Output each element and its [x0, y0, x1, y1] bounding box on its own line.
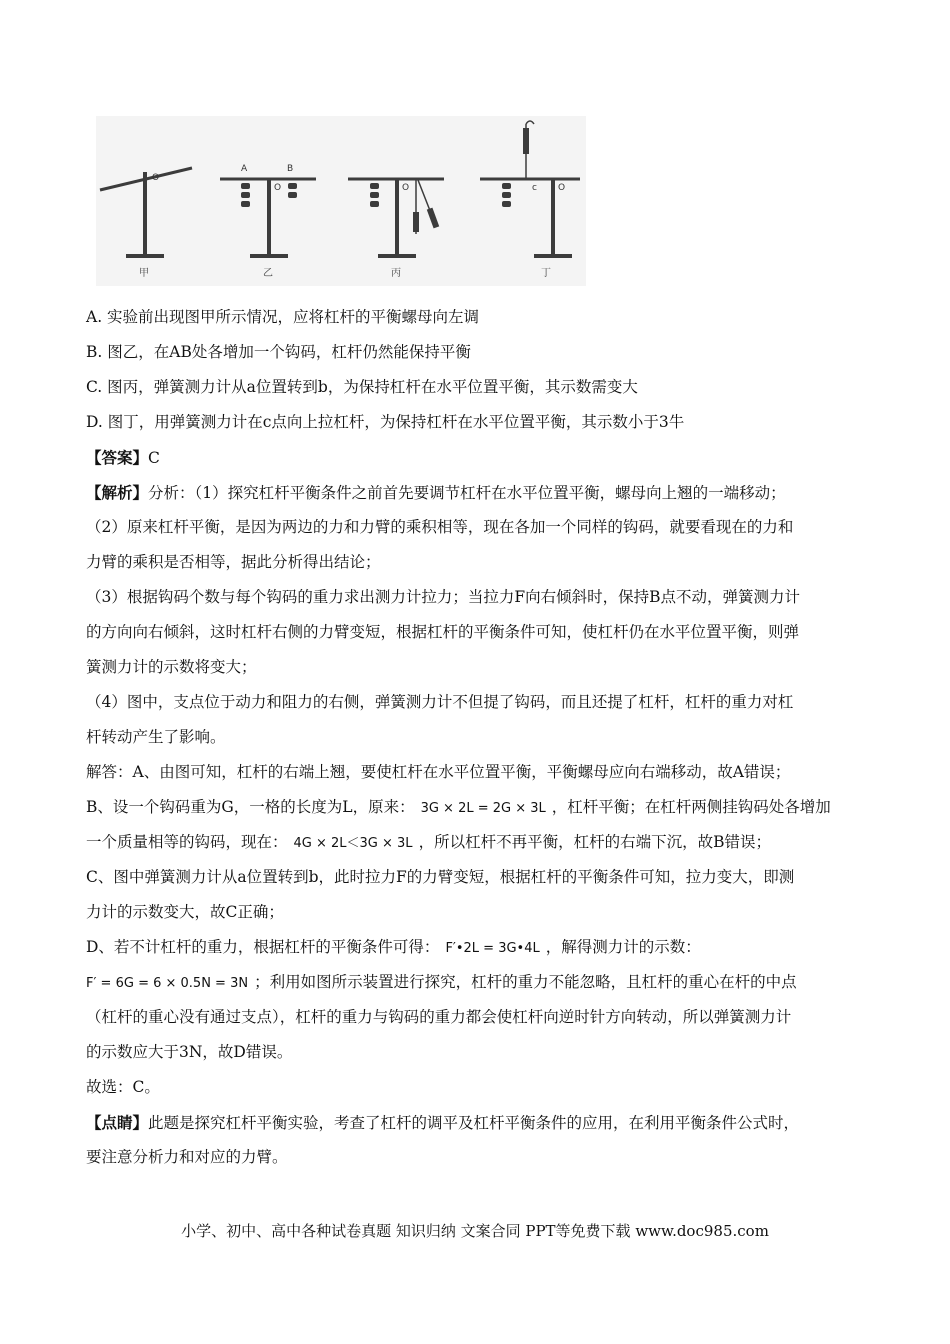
- option-c: C. 图丙，弹簧测力计从a位置转到b，为保持杠杆在水平位置平衡，其示数需变大: [86, 378, 638, 396]
- analysis-text-1: 分析：（1）探究杠杆平衡条件之前首先要调节杠杆在水平位置平衡，螺母向上翘的一端移动；: [148, 484, 786, 502]
- option-a: A. 实验前出现图甲所示情况，应将杠杆的平衡螺母向左调: [86, 308, 480, 326]
- analysis-line-6: 簧测力计的示数将变大；: [86, 658, 257, 676]
- point-label-c: c: [532, 183, 537, 193]
- solution-text-2b: ，杠杆平衡；在杠杆两侧挂钩码处各增加: [551, 798, 831, 816]
- solution-text-6b: ，解得测力计的示数：: [545, 938, 701, 956]
- analysis-line-1: [86, 475, 876, 510]
- solution-line-9: 的示数应大于3N，故D错误。: [86, 1043, 293, 1061]
- option-d: D. 图丁，用弹簧测力计在c点向上拉杠杆，为保持杠杆在水平位置平衡，其示数小于3牛: [86, 413, 685, 431]
- solution-line-6: [86, 930, 876, 965]
- solution-line-3: [86, 825, 876, 860]
- pivot-label-jia: O: [152, 173, 160, 183]
- solution-text-2a: B、设一个钩码重为G，一格的长度为L，原来：: [86, 798, 415, 816]
- solution-text-6a: D、若不计杠杆的重力，根据杠杆的平衡条件可得：: [86, 938, 440, 956]
- answer-label: 【答案】: [86, 448, 149, 467]
- analysis-line-2: （2）原来杠杆平衡，是因为两边的力和力臂的乘积相等，现在各加一个同样的钩码，就要看现在的力和: [86, 518, 794, 536]
- analysis-line-3: 力臂的乘积是否相等，据此分析得出结论；: [86, 553, 381, 571]
- solution-text-3b: ，所以杠杆不再平衡，杠杆的右端下沉，故B错误；: [418, 833, 771, 851]
- analysis-line-7: （4）图中，支点位于动力和阻力的右侧，弹簧测力计不但提了钩码，而且还提了杠杆，杠杆的重力对杠: [86, 693, 794, 711]
- analysis-line-5: 的方向向右倾斜，这时杠杆右侧的力臂变短，根据杠杆的平衡条件可知，使杠杆仍在水平位置平衡，则弹: [86, 623, 800, 641]
- comment-line-2: 要注意分析力和对应的力臂。: [86, 1148, 288, 1166]
- solution-text-3a: 一个质量相等的钩码，现在：: [86, 833, 288, 851]
- comment-line-1: [86, 1105, 876, 1140]
- point-label-b: B: [287, 164, 294, 174]
- analysis-line-4: （3）根据钩码个数与每个钩码的重力求出测力计拉力；当拉力F向右倾斜时，保持B点不动，弹簧测力计: [86, 588, 801, 606]
- comment-text-1: 此题是探究杠杆平衡实验，考查了杠杆的调平及杠杆平衡条件的应用，在利用平衡条件公式时，: [148, 1114, 800, 1132]
- analysis-line-8: 杆转动产生了影响。: [86, 728, 226, 746]
- solution-line-4: C、图中弹簧测力计从a位置转到b，此时拉力F的力臂变短，根据杠杆的平衡条件可知，拉力变大，即测: [86, 868, 795, 886]
- pivot-label-bing: O: [402, 183, 410, 193]
- caption-jia: 甲: [139, 268, 149, 279]
- lever-diagrams-svg: [96, 116, 586, 286]
- analysis-label: 【解析】: [86, 483, 149, 502]
- solution-line-2: [86, 790, 876, 825]
- formula-new-comparison: 4G × 2L＜3G × 3L: [293, 836, 413, 851]
- caption-yi: 乙: [263, 268, 273, 279]
- caption-ding: 丁: [541, 268, 551, 279]
- pivot-label-yi: O: [274, 183, 282, 193]
- solution-line-7: [86, 965, 876, 1000]
- solution-line-1: 解答：A、由图可知，杠杆的右端上翘，要使杠杆在水平位置平衡，平衡螺母应向右端移动，故A错误；: [86, 763, 791, 781]
- question-body: [86, 300, 876, 1175]
- comment-label: 【点睛】: [86, 1113, 149, 1132]
- point-label-a: A: [241, 164, 248, 174]
- lever-experiment-figure: [96, 116, 586, 286]
- answer-value: C: [148, 449, 160, 467]
- solution-line-5: 力计的示数变大，故C正确；: [86, 903, 284, 921]
- pivot-label-ding: O: [558, 183, 566, 193]
- solution-line-8: （杠杆的重心没有通过支点），杠杆的重力与钩码的重力都会使杠杆向逆时针方向转动，所以弹簧测力计: [86, 1008, 792, 1026]
- footer-banner: 小学、初中、高中各种试卷真题 知识归纳 文案合同 PPT等免费下载 www.doc985.com: [181, 1222, 769, 1240]
- formula-balance-condition: F′•2L = 3G•4L: [445, 941, 540, 956]
- solution-text-7b: ；利用如图所示装置进行探究，杠杆的重力不能忽略，且杠杆的重心在杆的中点: [254, 973, 797, 991]
- answer-line: [86, 440, 876, 475]
- formula-original-balance: 3G × 2L = 2G × 3L: [420, 801, 546, 816]
- caption-bing: 丙: [391, 268, 401, 279]
- formula-force-result: F′ = 6G = 6 × 0.5N = 3N: [86, 976, 249, 991]
- solution-line-10: 故选：C。: [86, 1078, 160, 1096]
- option-b: B. 图乙，在AB处各增加一个钩码，杠杆仍然能保持平衡: [86, 343, 471, 361]
